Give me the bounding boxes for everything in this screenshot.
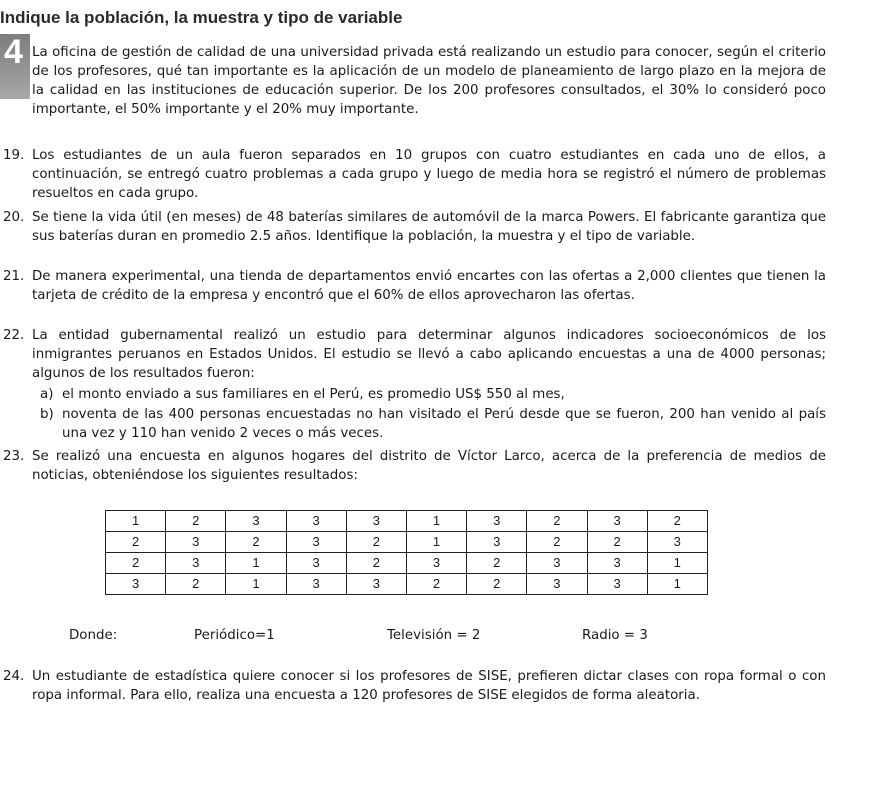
table-cell: 3 bbox=[286, 532, 346, 553]
question-19 bbox=[0, 146, 826, 203]
question-24-number: 24. bbox=[3, 669, 25, 684]
legend-donde-label: Donde: bbox=[69, 628, 118, 643]
table-cell: 3 bbox=[286, 574, 346, 595]
question-18 bbox=[0, 43, 826, 119]
question-22-text: La entidad gubernamental realizó un estudio para determinar algunos indicadores socioeconómicos de los inmigrantes peruanos en Estados Unidos. El estudio se llevó a cabo aplicando encuestas a una de 4000 personas; algunos de los resultados fueron: bbox=[32, 328, 826, 381]
table-row bbox=[106, 511, 708, 532]
table-cell: 1 bbox=[226, 553, 286, 574]
table-cell: 3 bbox=[527, 574, 587, 595]
table-cell: 2 bbox=[527, 511, 587, 532]
question-19-text: Los estudiantes de un aula fueron separados en 10 grupos con cuatro estudiantes en cada uno de ellos, a continuación, se entregó cuatro problemas a cada grupo y luego de media hora se registró el número de problemas resueltos en cada grupo. bbox=[32, 148, 826, 201]
item-b-letter: b) bbox=[40, 407, 54, 422]
table-cell: 1 bbox=[647, 574, 707, 595]
table-cell: 2 bbox=[166, 511, 226, 532]
table-cell: 3 bbox=[587, 553, 647, 574]
table-cell: 3 bbox=[406, 553, 466, 574]
legend-periodico: Periódico=1 bbox=[194, 628, 275, 643]
item-a-text: el monto enviado a sus familiares en el Perú, es promedio US$ 550 al mes, bbox=[62, 387, 565, 402]
page-heading: Indique la población, la muestra y tipo de variable bbox=[0, 8, 403, 27]
legend-radio: Radio = 3 bbox=[582, 628, 648, 643]
table-cell: 2 bbox=[106, 553, 166, 574]
question-22-item-a bbox=[40, 385, 826, 404]
question-24-text: Un estudiante de estadística quiere conocer si los profesores de SISE, prefieren dictar clases con ropa formal o con ropa informal. Para ello, realiza una encuesta a 120 profesores de SISE elegidos de forma aleatoria. bbox=[32, 669, 826, 703]
legend-television: Televisión = 2 bbox=[387, 628, 481, 643]
question-20 bbox=[0, 208, 826, 246]
table-cell: 3 bbox=[106, 574, 166, 595]
question-23 bbox=[0, 447, 826, 485]
table-row bbox=[106, 532, 708, 553]
table-cell: 3 bbox=[286, 511, 346, 532]
table-cell: 3 bbox=[467, 532, 527, 553]
table-cell: 3 bbox=[587, 574, 647, 595]
table-cell: 2 bbox=[647, 511, 707, 532]
table-row bbox=[106, 553, 708, 574]
table-cell: 2 bbox=[346, 532, 406, 553]
table-cell: 2 bbox=[467, 574, 527, 595]
table-cell: 3 bbox=[346, 574, 406, 595]
table-cell: 2 bbox=[346, 553, 406, 574]
question-22-item-b bbox=[40, 405, 826, 443]
table-cell: 2 bbox=[587, 532, 647, 553]
table-cell: 3 bbox=[467, 511, 527, 532]
question-21 bbox=[0, 267, 826, 305]
table-cell: 1 bbox=[406, 511, 466, 532]
survey-results-table bbox=[105, 510, 708, 595]
question-20-text: Se tiene la vida útil (en meses) de 48 baterías similares de automóvil de la marca Powers. El fabricante garantiza que sus baterías duran en promedio 2.5 años. Identifique la población, la muestra y el tipo de variable. bbox=[32, 210, 826, 244]
question-19-number: 19. bbox=[3, 148, 25, 163]
question-number-badge: 4 bbox=[0, 34, 30, 99]
question-22-number: 22. bbox=[3, 328, 25, 343]
question-24 bbox=[0, 667, 826, 705]
table-cell: 2 bbox=[527, 532, 587, 553]
table-cell: 3 bbox=[286, 553, 346, 574]
table-row bbox=[106, 574, 708, 595]
item-b-text: noventa de las 400 personas encuestadas no han visitado el Perú desde que se fueron, 200 han venido al país una vez y 110 han venido 2 veces o más veces. bbox=[62, 407, 826, 441]
question-21-text: De manera experimental, una tienda de departamentos envió encartes con las ofertas a 2,000 clientes que tienen la tarjeta de crédito de la empresa y encontró que el 60% de ellos aprovecharon las ofertas. bbox=[32, 269, 826, 303]
question-23-text: Se realizó una encuesta en algunos hogares del distrito de Víctor Larco, acerca de la preferencia de medios de noticias, obteniéndose los siguientes resultados: bbox=[32, 449, 826, 483]
table-cell: 3 bbox=[587, 511, 647, 532]
table-cell: 1 bbox=[226, 574, 286, 595]
table-cell: 2 bbox=[226, 532, 286, 553]
question-21-number: 21. bbox=[3, 269, 25, 284]
table-cell: 3 bbox=[647, 532, 707, 553]
question-20-number: 20. bbox=[3, 210, 25, 225]
table-cell: 1 bbox=[406, 532, 466, 553]
table-cell: 2 bbox=[106, 532, 166, 553]
question-18-text: La oficina de gestión de calidad de una universidad privada está realizando un estudio para conocer, según el criterio de los profesores, qué tan importante es la aplicación de un modelo de planeamiento de largo plazo en la mejora de la calidad en las instituciones de educación superior. De los 200 profesores consultados, el 30% lo consideró poco importante, el 50% importante y el 20% muy importante. bbox=[32, 45, 826, 117]
table-cell: 2 bbox=[166, 574, 226, 595]
question-23-number: 23. bbox=[3, 449, 25, 464]
item-a-letter: a) bbox=[40, 387, 54, 402]
question-22 bbox=[0, 326, 826, 383]
table-cell: 3 bbox=[166, 532, 226, 553]
table-cell: 3 bbox=[166, 553, 226, 574]
table-cell: 2 bbox=[467, 553, 527, 574]
table-cell: 2 bbox=[406, 574, 466, 595]
table-cell: 3 bbox=[226, 511, 286, 532]
table-cell: 3 bbox=[346, 511, 406, 532]
table-cell: 1 bbox=[106, 511, 166, 532]
table-cell: 3 bbox=[527, 553, 587, 574]
table-cell: 1 bbox=[647, 553, 707, 574]
